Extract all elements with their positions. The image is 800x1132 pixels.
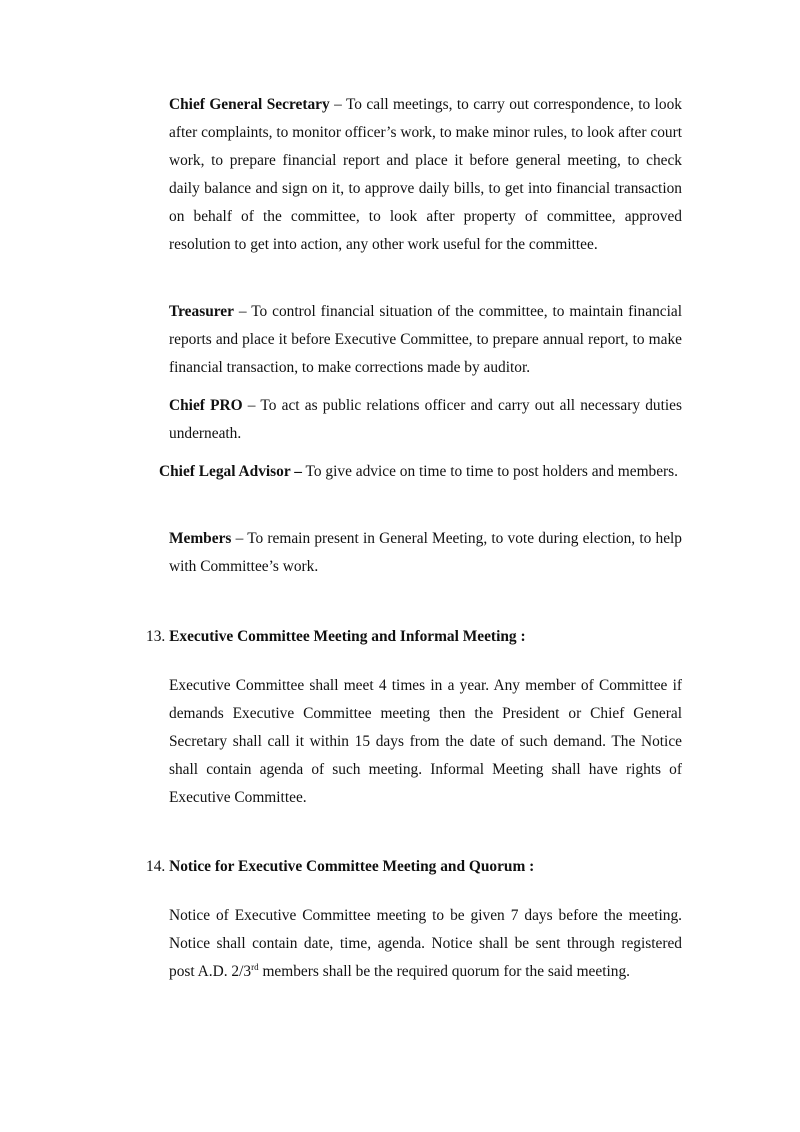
section-13-body: Executive Committee shall meet 4 times in a year. Any member of Committee if demands Executive Committee meeting then the President or Chief General Secretary shall call it within 15 days from the date of such demand. The Notice shall contain agenda of such meeting. Informal Meeting shall have rights of Executive Committee. [169, 677, 682, 806]
section-body-text-end: members shall be the required quorum for the said meeting. [258, 963, 630, 980]
role-description: To control financial situation of the committee, to maintain financial reports and place it before Executive Committee, to prepare annual report, to make financial transaction, to make corrections made by auditor. [169, 303, 682, 376]
role-chief-pro [169, 392, 682, 448]
section-number: 13. [146, 628, 166, 645]
section-14-heading [146, 853, 706, 881]
ordinal-superscript: rd [251, 961, 259, 972]
section-body-text: Notice of Executive Committee meeting to be given 7 days before the meeting. Notice shall contain date, time, agenda. Notice shall be sent through registered post A.D. 2/3 [169, 907, 682, 980]
role-separator: – [242, 397, 261, 414]
role-description: To remain present in General Meeting, to vote during election, to help with Committee’s work. [169, 530, 682, 575]
section-title: Executive Committee Meeting and Informal Meeting : [169, 628, 526, 645]
section-number: 14. [146, 858, 166, 875]
role-description: To call meetings, to carry out correspondence, to look after complaints, to monitor officer’s work, to make minor rules, to look after court work, to prepare financial report and place it before general meeting, to check daily balance and sign on it, to approve daily bills, to get into financial transaction on behalf of the committee, to look after property of committee, approved resolution to get into action, any other work useful for the committee. [169, 96, 682, 253]
role-title: Chief Legal Advisor – [159, 463, 302, 480]
role-separator: – [233, 303, 252, 320]
role-treasurer [169, 298, 682, 382]
role-description: To act as public relations officer and carry out all necessary duties underneath. [169, 397, 682, 442]
section-14-body [169, 902, 682, 986]
role-chief-legal-advisor [159, 458, 692, 486]
role-separator: – [329, 96, 346, 113]
role-members [169, 525, 682, 581]
role-description: To give advice on time to time to post holders and members. [305, 463, 679, 480]
section-13-heading [146, 623, 706, 651]
role-separator: – [231, 530, 248, 547]
role-title: Members [169, 530, 232, 547]
role-title: Chief General Secretary [169, 96, 330, 113]
section-title: Notice for Executive Committee Meeting and Quorum : [169, 858, 535, 875]
role-title: Chief PRO [169, 397, 243, 414]
role-title: Treasurer [169, 303, 234, 320]
role-chief-general-secretary [169, 91, 682, 259]
